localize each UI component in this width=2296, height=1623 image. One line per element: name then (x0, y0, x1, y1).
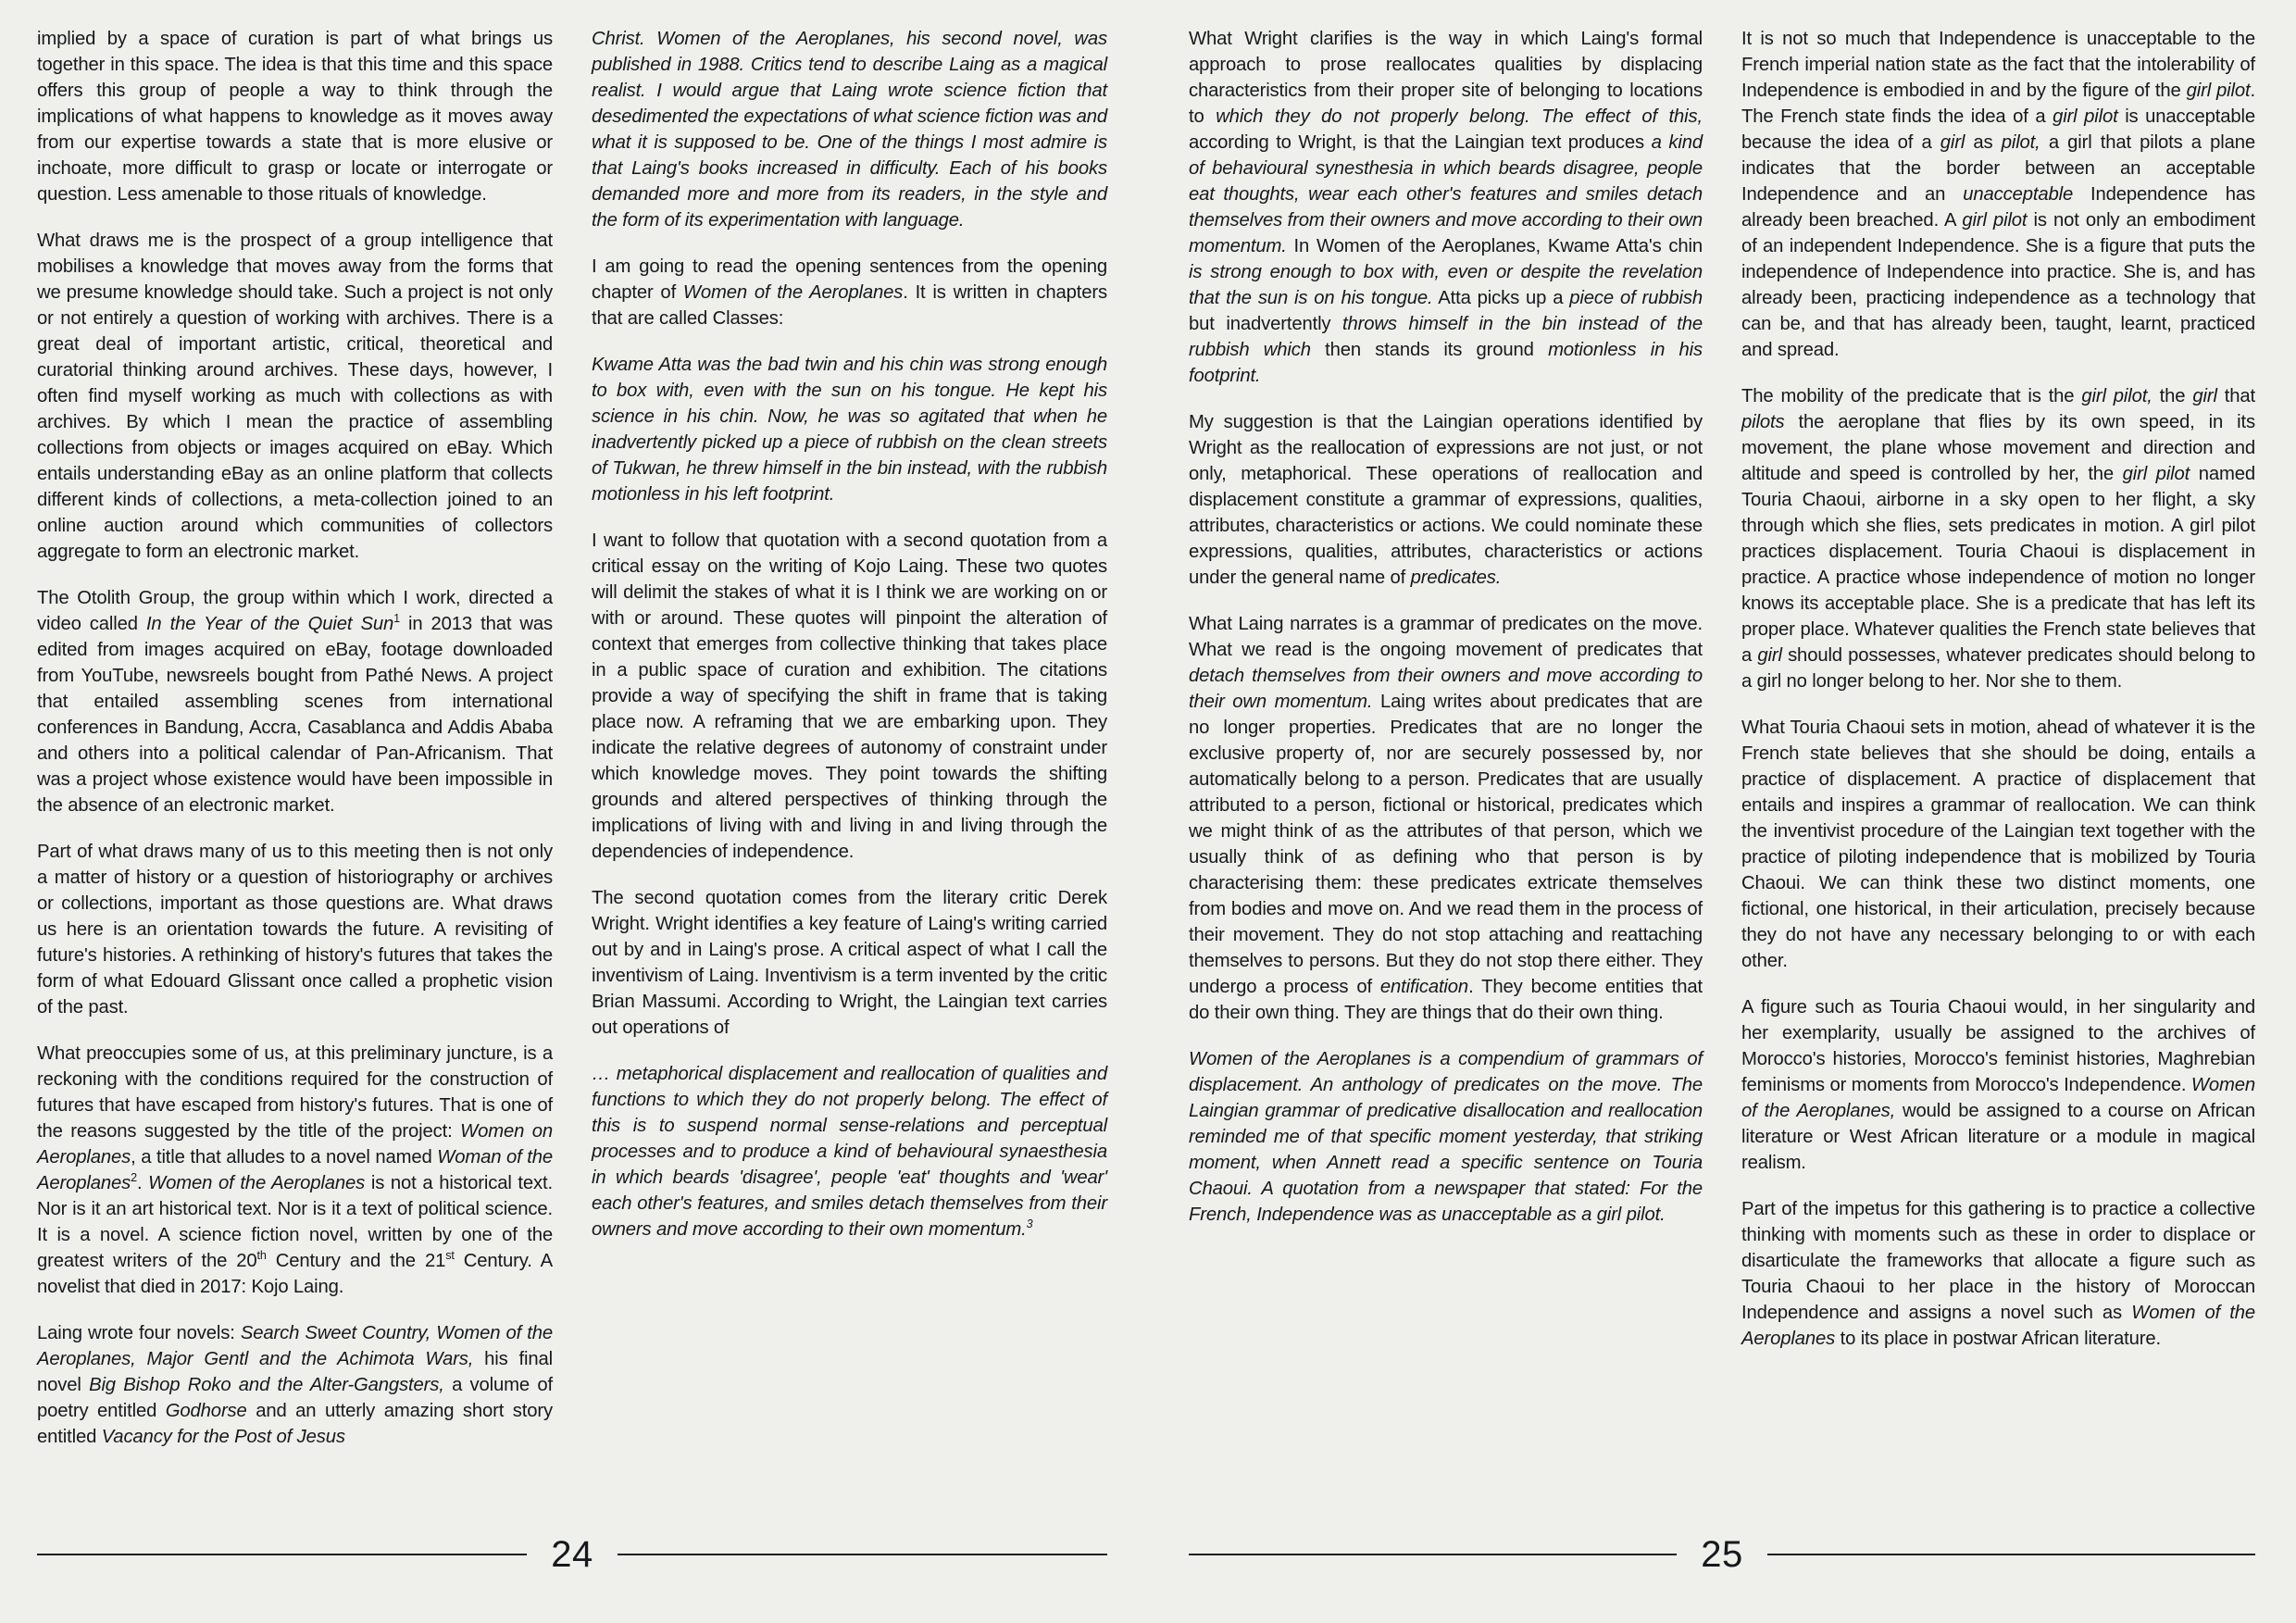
paragraph: implied by a space of curation is part of what brings us together in this space. The idea is that this time and this space offers this group of people a way to think through the implications of what happens to knowledge as it moves away from our expertise towards a state that is more elusive or inchoate, more difficult to grasp or locate or interrogate or question. Less amenable to those rituals of knowledge. (37, 29, 553, 205)
paragraph: I am going to read the opening sentences from the opening chapter of Women of the Aeroplanes. It is written in chapters that are called Classes: (592, 256, 1107, 329)
page-number-left: 24 (551, 1534, 593, 1575)
paragraph: What Wright clarifies is the way in which Laing's formal approach to prose reallocates qualities by displacing characteristics from their proper site of belonging to locations to which they do not properly belong. The effect of this, according to Wright, is that the Laingian text produces a kind of behavioural synesthesia in which beards disagree, people eat thoughts, wear each other's features and smiles detach themselves from their owners and move according to their own momentum. In Women of the Aeroplanes, Kwame Atta's chin is strong enough to box with, even or despite the revelation that the sun is on his tongue. Atta picks up a piece of rubbish but inadvertently throws himself in the bin instead of the rubbish which then stands its ground motionless in his footprint. (1189, 29, 1703, 386)
paragraph: What draws me is the prospect of a group intelligence that mobilises a knowledge that moves away from the forms that we presume knowledge should take. Such a project is not only or not entirely a question of working with archives. There is a great deal of important artistic, critical, theoretical and curatorial thinking around archives. These days, however, I often find myself working as much with collections as with archives. By which I mean the practice of assembling collections from objects or images acquired on eBay. Which entails understanding eBay as an online platform that collects different kinds of collections, a meta-collection joined to an online auction around which communities of collectors aggregate to form an electronic market. (37, 231, 553, 562)
paragraph: What preoccupies some of us, at this preliminary juncture, is a reckoning with the conditions required for the construction of futures that have escaped from history's futures. That is one of the reasons suggested by the title of the project: Women on Aeroplanes, a title that alludes to a novel named Woman of the Aeroplanes$^2$. Women of the Aeroplanes is not a historical text. Nor is it an art historical text. Nor is it a text of political science. It is a novel. A science fiction novel, written by one of the greatest writers of the 20th Century and the 21st Century. A novelist that died in 2017: Kojo Laing. (37, 1043, 553, 1297)
paragraph: Women of the Aeroplanes is a compendium of grammars of displacement. An anthology of predicates on the move. The Laingian grammar of predicative disallocation and reallocation reminded me of that specific moment yesterday, that striking moment, when Annett read a specific sentence on Touria Chaoui. A quotation from a newspaper that stated: For the French, Independence was as unacceptable as a girl pilot. (1189, 1049, 1703, 1225)
page-number-right: 25 (1701, 1534, 1743, 1575)
page-right-column-1 (1189, 26, 1703, 1498)
folio-rule-right (1767, 1554, 2255, 1555)
paragraph: What Laing narrates is a grammar of predicates on the move. What we read is the ongoing movement of predicates that detach themselves from their owners and move according to their own momentum. Laing writes about predicates that are no longer properties. Predicates that are no longer the exclusive property of, nor are securely possessed by, nor automatically belong to a person. Predicates that are usually attributed to a person, fictional or historical, predicates which we might think of as the attributes of that person, which we usually think of as defining who that person is by characterising them: these predicates extricate themselves from bodies and move on. And we read them in the process of their movement. They do not stop attaching and reattaching themselves to persons. But they do not stop there either. They undergo a process of entification. They become entities that do their own thing. They are things that do their own thing. (1189, 614, 1703, 1023)
paragraph: Christ. Women of the Aeroplanes, his second novel, was published in 1988. Critics tend to describe Laing as a magical realist. I would argue that Laing wrote science fiction that desedimented the expectations of what science fiction was and what it is supposed to be. One of the things I most admire is that Laing's books increased in difficulty. Each of his books demanded more and more from its readers, in the style and the form of its experimentation with language. (592, 29, 1107, 231)
paragraph: The mobility of the predicate that is the girl pilot, the girl that pilots the aeroplane that flies by its own speed, in its movement, the plane whose movement and direction and altitude and speed is controlled by her, the girl pilot named Touria Chaoui, airborne in a sky open to her flight, a sky through which she flies, sets predicates in motion. A girl pilot practices displacement. Touria Chaoui is displacement in practice. A practice whose independence of motion no longer knows its acceptable place. She is a predicate that has left its proper place. Whatever qualities the French state believes that a girl should possesses, whatever predicates should belong to a girl no longer belong to her. Nor she to them. (1741, 386, 2256, 692)
paragraph: Laing wrote four novels: Search Sweet Country, Women of the Aeroplanes, Major Gentl and the Achimota Wars, his final novel Big Bishop Roko and the Alter-Gangsters, a volume of poetry entitled Godhorse and an utterly amazing short story entitled Vacancy for the Post of Jesus (37, 1323, 553, 1447)
paragraph: The second quotation comes from the literary critic Derek Wright. Wright identifies a key feature of Laing's writing carried out by and in Laing's prose. A critical aspect of what I call the inventivism of Laing. Inventivism is a term invented by the critic Brian Massumi. According to Wright, the Laingian text carries out operations of (592, 888, 1107, 1038)
page-right-column-2 (1741, 26, 2255, 1498)
folio-rule-left (37, 1554, 527, 1555)
folio-rule-right (618, 1554, 1107, 1555)
paragraph: Part of the impetus for this gathering is to practice a collective thinking with moments such as these in order to displace or disarticulate the frameworks that allocate a figure such as Touria Chaoui to her place in the history of Moroccan Independence and assigns a novel such as Women of the Aeroplanes to its place in postwar African literature. (1741, 1199, 2255, 1349)
page-left-columns (37, 26, 1107, 1498)
paragraph: Part of what draws many of us to this meeting then is not only a matter of history or a question of historiography or archives or collections, important as those questions are. What draws us here is an orientation towards the future. A revisiting of future's histories. A rethinking of history's futures that takes the form of what Edouard Glissant once called a prophetic vision of the past. (37, 842, 553, 1017)
paragraph: Kwame Atta was the bad twin and his chin was strong enough to box with, even with the sun on his tongue. He kept his science in his chin. Now, he was so agitated that when he inadvertently picked up a piece of rubbish on the clean streets of Tukwan, he threw himself in the bin instead, with the rubbish motionless in his left footprint. (592, 355, 1107, 505)
paragraph: I want to follow that quotation with a second quotation from a critical essay on the writing of Kojo Laing. These two quotes will delimit the stakes of what it is I think we are working on or with or around. These quotes will pinpoint the alteration of context that emerges from collective thinking that takes place in a public space of curation and exhibition. The citations provide a way of specifying the shift in frame that is taking place now. A reframing that we are embarking upon. They indicate the relative degrees of autonomy of constraint under which knowledge moves. They point towards the shifting grounds and altered perspectives of thinking through the implications of living with and living in and living through the dependencies of independence. (592, 531, 1107, 862)
paragraph: A figure such as Touria Chaoui would, in her singularity and her exemplarity, usually be assigned to the archives of Morocco's histories, Morocco's feminist histories, Maghrebian feminisms or moments from Morocco's Independence. Women of the Aeroplanes, would be assigned to a course on African literature or West African literature or a module in magical realism. (1741, 997, 2255, 1173)
folio-rule-left (1189, 1554, 1677, 1555)
folio-left (0, 1536, 1148, 1573)
paragraph: The Otolith Group, the group within which I work, directed a video called In the Year of the Quiet Sun$^1$ in 2013 that was edited from images acquired on eBay, footage downloaded from YouTube, newsreels bought from Pathé News. A project that entailed assembling scenes from international conferences in Bandung, Accra, Casablanca and Addis Ababa and others into a political calendar of Pan-Africanism. That was a project whose existence would have been impossible in the absence of an electronic market. (37, 588, 553, 816)
paragraph: It is not so much that Independence is unacceptable to the French imperial nation state as the fact that the intolerability of Independence is embodied in and by the figure of the girl pilot. The French state finds the idea of a girl pilot is unacceptable because the idea of a girl as pilot, a girl that pilots a plane indicates that the border between an acceptable Independence and an unacceptable Independence has already been breached. A girl pilot is not only an embodiment of an independent Independence. She is a figure that puts the independence of Independence into practice. She is, and has already been, practicing independence as a technology that can be, and that has already been, taught, learnt, practiced and spread. (1741, 29, 2256, 360)
page-left-column-2 (592, 26, 1107, 1498)
page-left-column-1 (37, 26, 553, 1498)
paragraph: My suggestion is that the Laingian operations identified by Wright as the reallocation of expressions are not just, or not only, metaphorical. These operations of reallocation and displacement constitute a grammar of expressions, qualities, attributes, characteristics or actions. We could nominate these expressions, qualities, attributes, characteristics or actions under the general name of predicates. (1189, 412, 1703, 588)
page-right (1148, 0, 2296, 1623)
page-right-columns (1189, 26, 2255, 1498)
folio-right (1148, 1536, 2296, 1573)
paragraph: What Touria Chaoui sets in motion, ahead of whatever it is the French state believes that she should be doing, entails a practice of displacement. A practice of displacement that entails and inspires a grammar of reallocation. We can think the inventivist procedure of the Laingian text together with the practice of piloting independence that is mobilized by Touria Chaoui. We can think these two distinct moments, one fictional, one historical, in their articulation, precisely because they do not have any necessary belonging to or with each other. (1741, 718, 2255, 971)
paragraph: … metaphorical displacement and reallocation of qualities and functions to which they do not properly belong. The effect of this is to suspend normal sense-relations and perceptual processes and to produce a kind of behavioural synaesthesia in which beards 'disagree', people 'eat' thoughts and 'wear' each other's features, and smiles detach themselves from their owners and move according to their own momentum.$^3$ (592, 1064, 1107, 1240)
